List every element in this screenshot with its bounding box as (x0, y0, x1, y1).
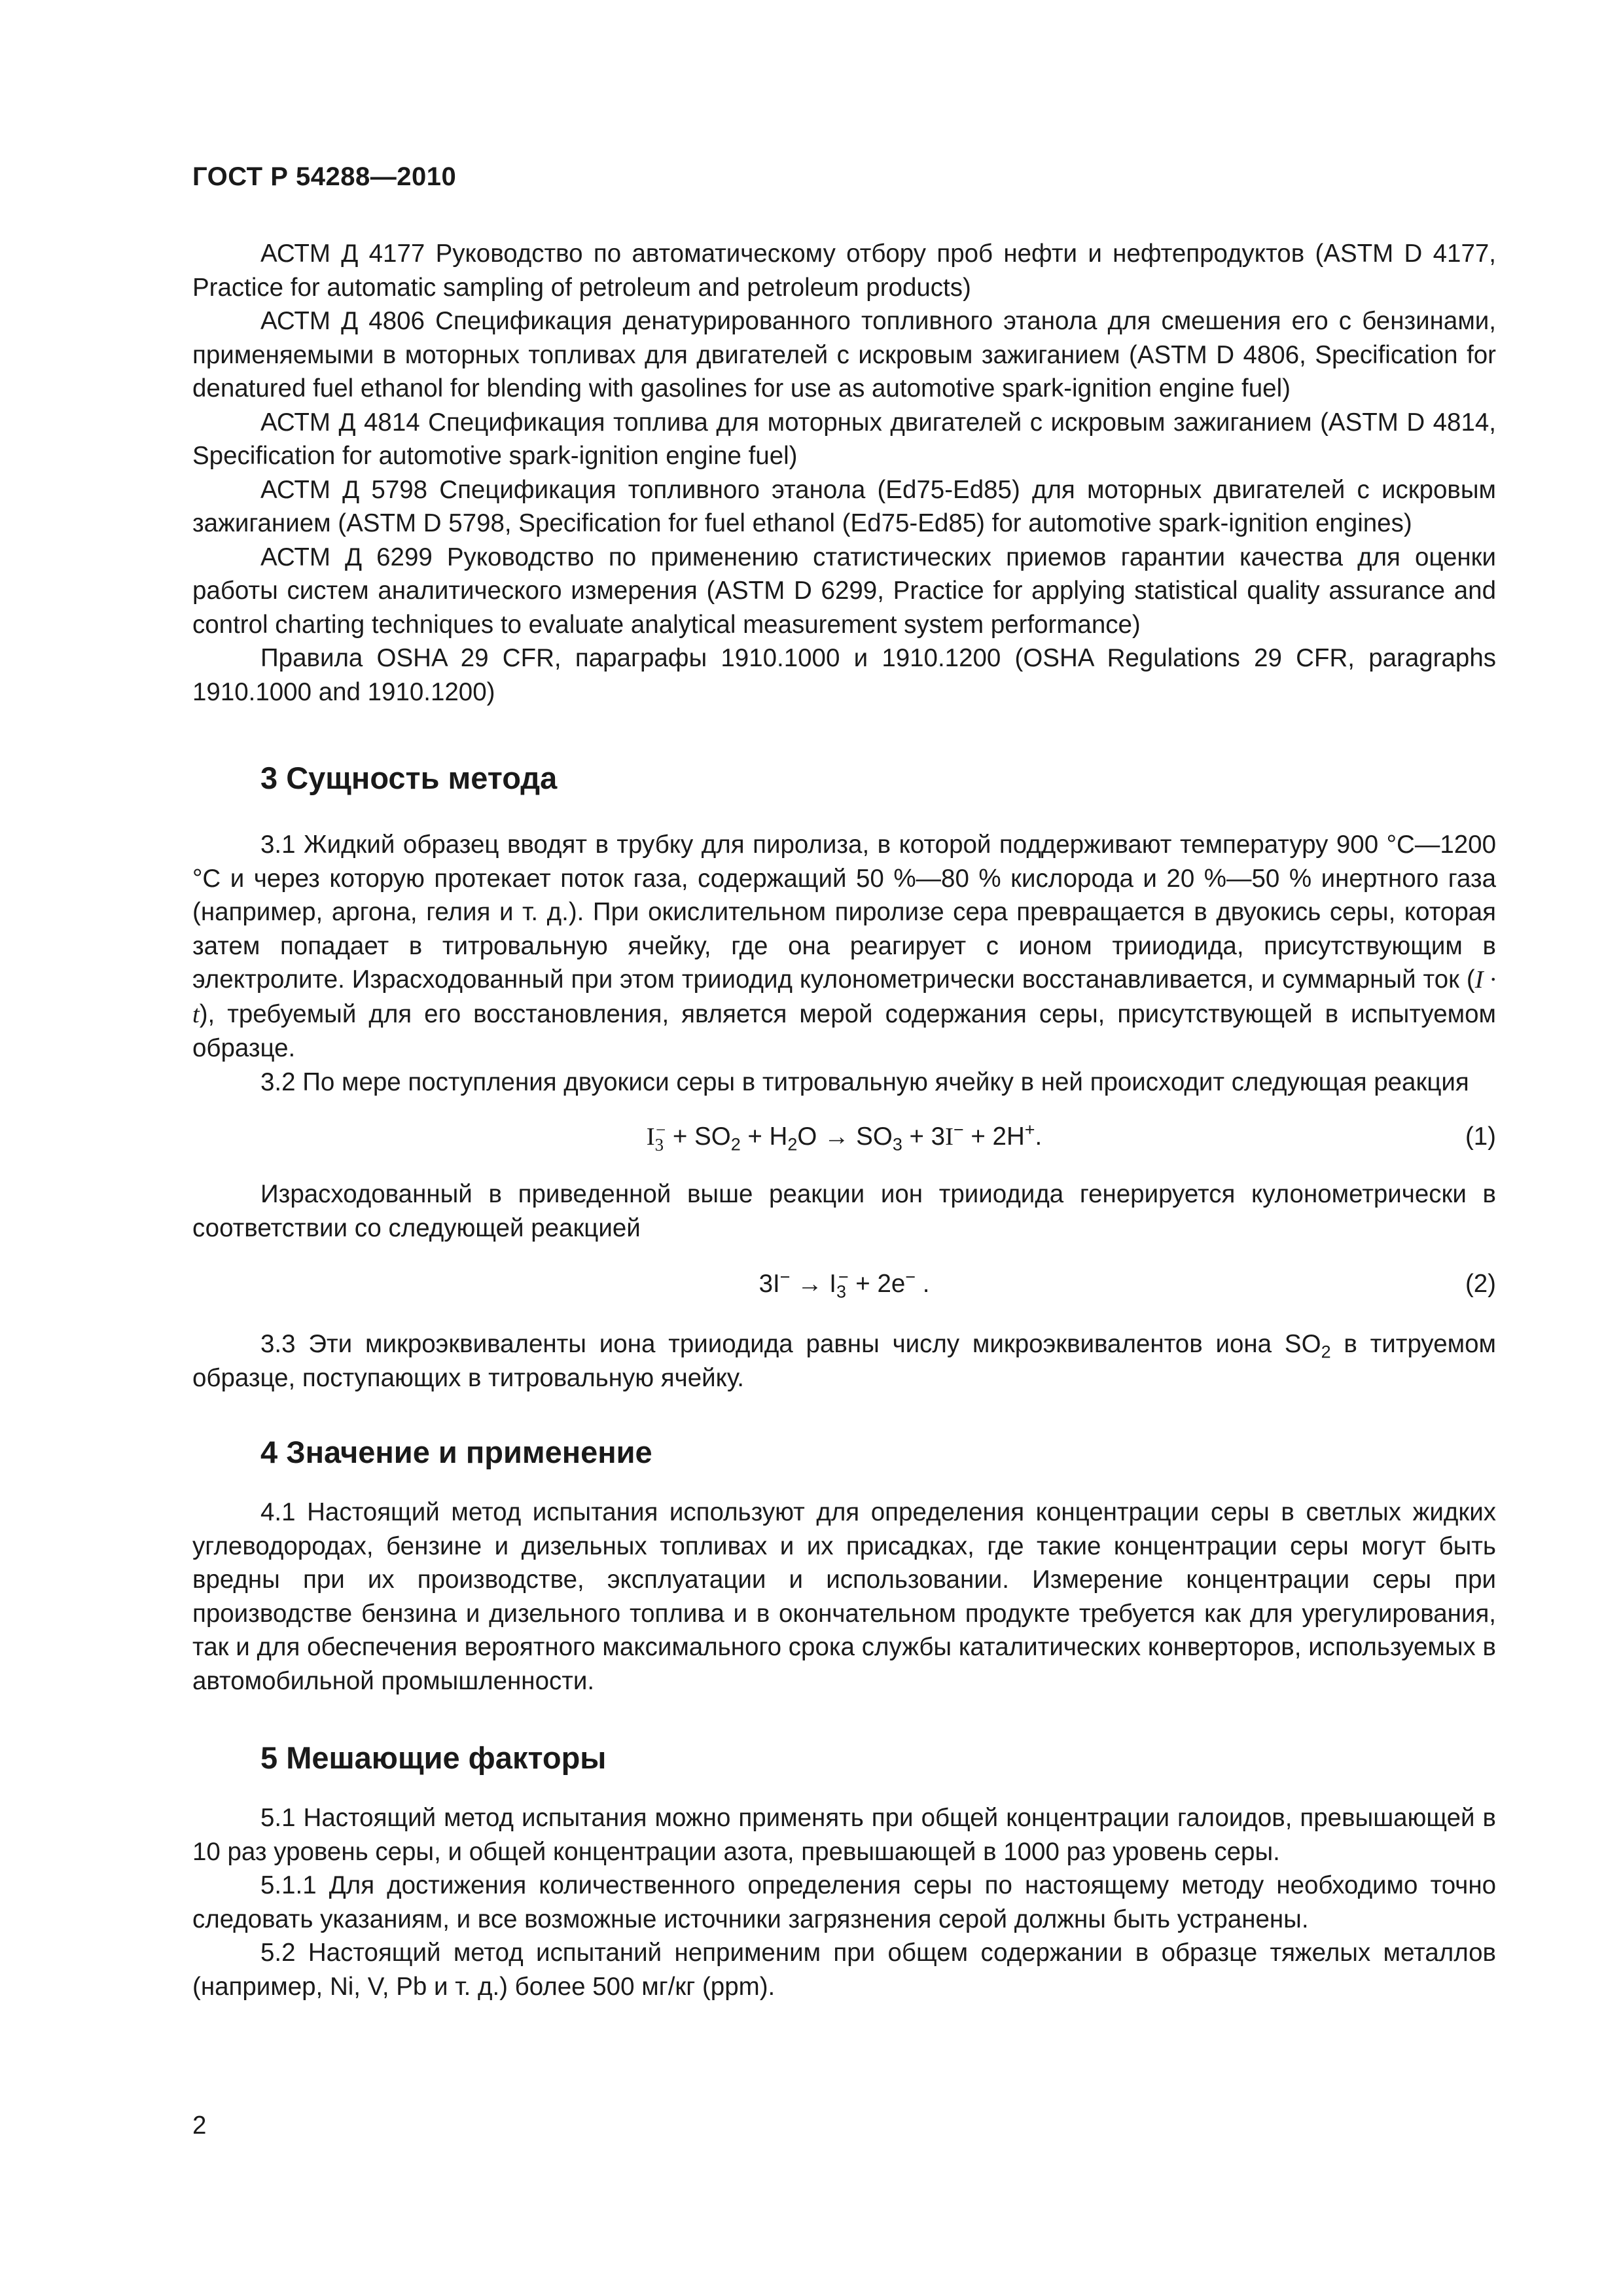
paragraph-3-3: 3.3 Эти микроэквиваленты иона трииодида равны числу микроэквивалентов иона $SO_2$ в титруемом образце, поступающих в титровальную ячейку. (192, 1330, 1496, 1392)
reference-astm-4177: АСТМ Д 4177 Руководство по автоматическому отбору проб нефти и нефтепродуктов (ASTM D 4177, Practice for automatic sampling of petroleum and petroleum products) (192, 240, 1496, 302)
section-5-title: 5 Мешающие факторы (260, 1740, 607, 1775)
equation-1-formula: $I_3^- + SO_2 + H_2O \to SO_3 + 3I^- + 2H^+$. (646, 1120, 1043, 1155)
paragraph-5-1: 5.1 Настоящий метод испытания можно применять при общей концентрации галоидов, превышающей в 10 раз уровень серы, и общей концентрации азота, превышающей в 1000 раз уровень серы. (192, 1804, 1496, 1866)
paragraph-3-1: 3.1 Жидкий образец вводят в трубку для пиролиза, в которой поддерживают температуру 900 °С—1200 °С и через которую протекает поток газа, содержащий 50 %—80 % кислорода и 20 %—50 % инертного газа (например, аргона, гелия и т. д.). При окислительном пиролизе сера превращается в двуокись серы, которая затем попадает в титровальную ячейку, где она реагирует с ионом трииодида, присутствующим в электролите. Израсходованный при этом трииодид кулонометрически восстанавливается, и суммарный ток (I · t), требуемый для его восстановления, является мерой содержания серы, присутствующей в испытуемом образце. (192, 831, 1497, 1062)
equation-2-formula: $3I^- \to I_3^- + 2e^-$ . (758, 1267, 930, 1302)
paragraph-5-2: 5.2 Настоящий метод испытаний неприменим при общем содержании в образце тяжелых металлов (например, Ni, V, Pb и т. д.) более 500 мг/кг (ppm). (192, 1939, 1496, 2001)
paragraph-between-equations: Израсходованный в приведенной выше реакции ион трииодида генерируется кулонометрически в соответствии со следующей реакцией (192, 1180, 1496, 1242)
equation-1-number: (1) (1465, 1122, 1496, 1151)
equation-2 (192, 1265, 1496, 1310)
section-3-title: 3 Сущность метода (260, 761, 558, 795)
reference-astm-5798: АСТМ Д 5798 Спецификация топливного этанола (Ed75-Ed85) для моторных двигателей с искровым зажиганием (ASTM D 5798, Specification for fuel ethanol (Ed75-Ed85) for automotive spark-ignition engines) (192, 475, 1496, 537)
equation-1 (192, 1117, 1496, 1163)
paragraph-3-2: 3.2 По мере поступления двуокиси серы в титровальную ячейку в ней происходит следующая реакция (260, 1067, 1469, 1096)
reference-astm-4814: АСТМ Д 4814 Спецификация топлива для моторных двигателей с искровым зажиганием (ASTM D 4814, Specification for automotive spark-ignition engine fuel) (192, 408, 1496, 470)
equation-2-number: (2) (1465, 1270, 1496, 1298)
paragraph-4-1: 4.1 Настоящий метод испытания используют для определения концентрации серы в светлых жидких углеводородах, бензине и дизельных топливах и их присадках, где такие концентрации серы могут быть вредны при их производстве, эксплуатации и использовании. Измерение концентрации серы при производстве бензина и дизельного топлива и в окончательном продукте требуется как для урегулирования, так и для обеспечения вероятного максимального срока службы каталитических конверторов, используемых в автомобильной промышленности. (192, 1498, 1496, 1695)
current-time-formula: I · t (192, 966, 1497, 1028)
standard-code-header: ГОСТ Р 54288—2010 (192, 162, 457, 191)
reference-astm-4806: АСТМ Д 4806 Спецификация денатурированного топливного этанола для смешения его с бензинами, применяемыми в моторных топливах для двигателей с искровым зажиганием (ASTM D 4806, Specification for denatured fuel ethanol for blending with gasolines for use as automotive spark-ignition engine fuel) (192, 307, 1496, 403)
reference-astm-6299: АСТМ Д 6299 Руководство по применению статистических приемов гарантии качества для оценки работы систем аналитического измерения (ASTM D 6299, Practice for applying statistical quality assurance and control charting techniques to evaluate analytical measurement system performance) (192, 543, 1496, 639)
page-number: 2 (192, 2111, 207, 2140)
reference-osha: Правила OSHA 29 CFR, параграфы 1910.1000 и 1910.1200 (OSHA Regulations 29 CFR, paragraphs 1910.1000 and 1910.1200) (192, 644, 1496, 706)
section-4-title: 4 Значение и применение (260, 1435, 652, 1469)
document-body (192, 237, 1496, 2003)
paragraph-5-1-1: 5.1.1 Для достижения количественного определения серы по настоящему методу необходимо точно следовать указаниям, и все возможные источники загрязнения серой должны быть устранены. (192, 1871, 1496, 1933)
